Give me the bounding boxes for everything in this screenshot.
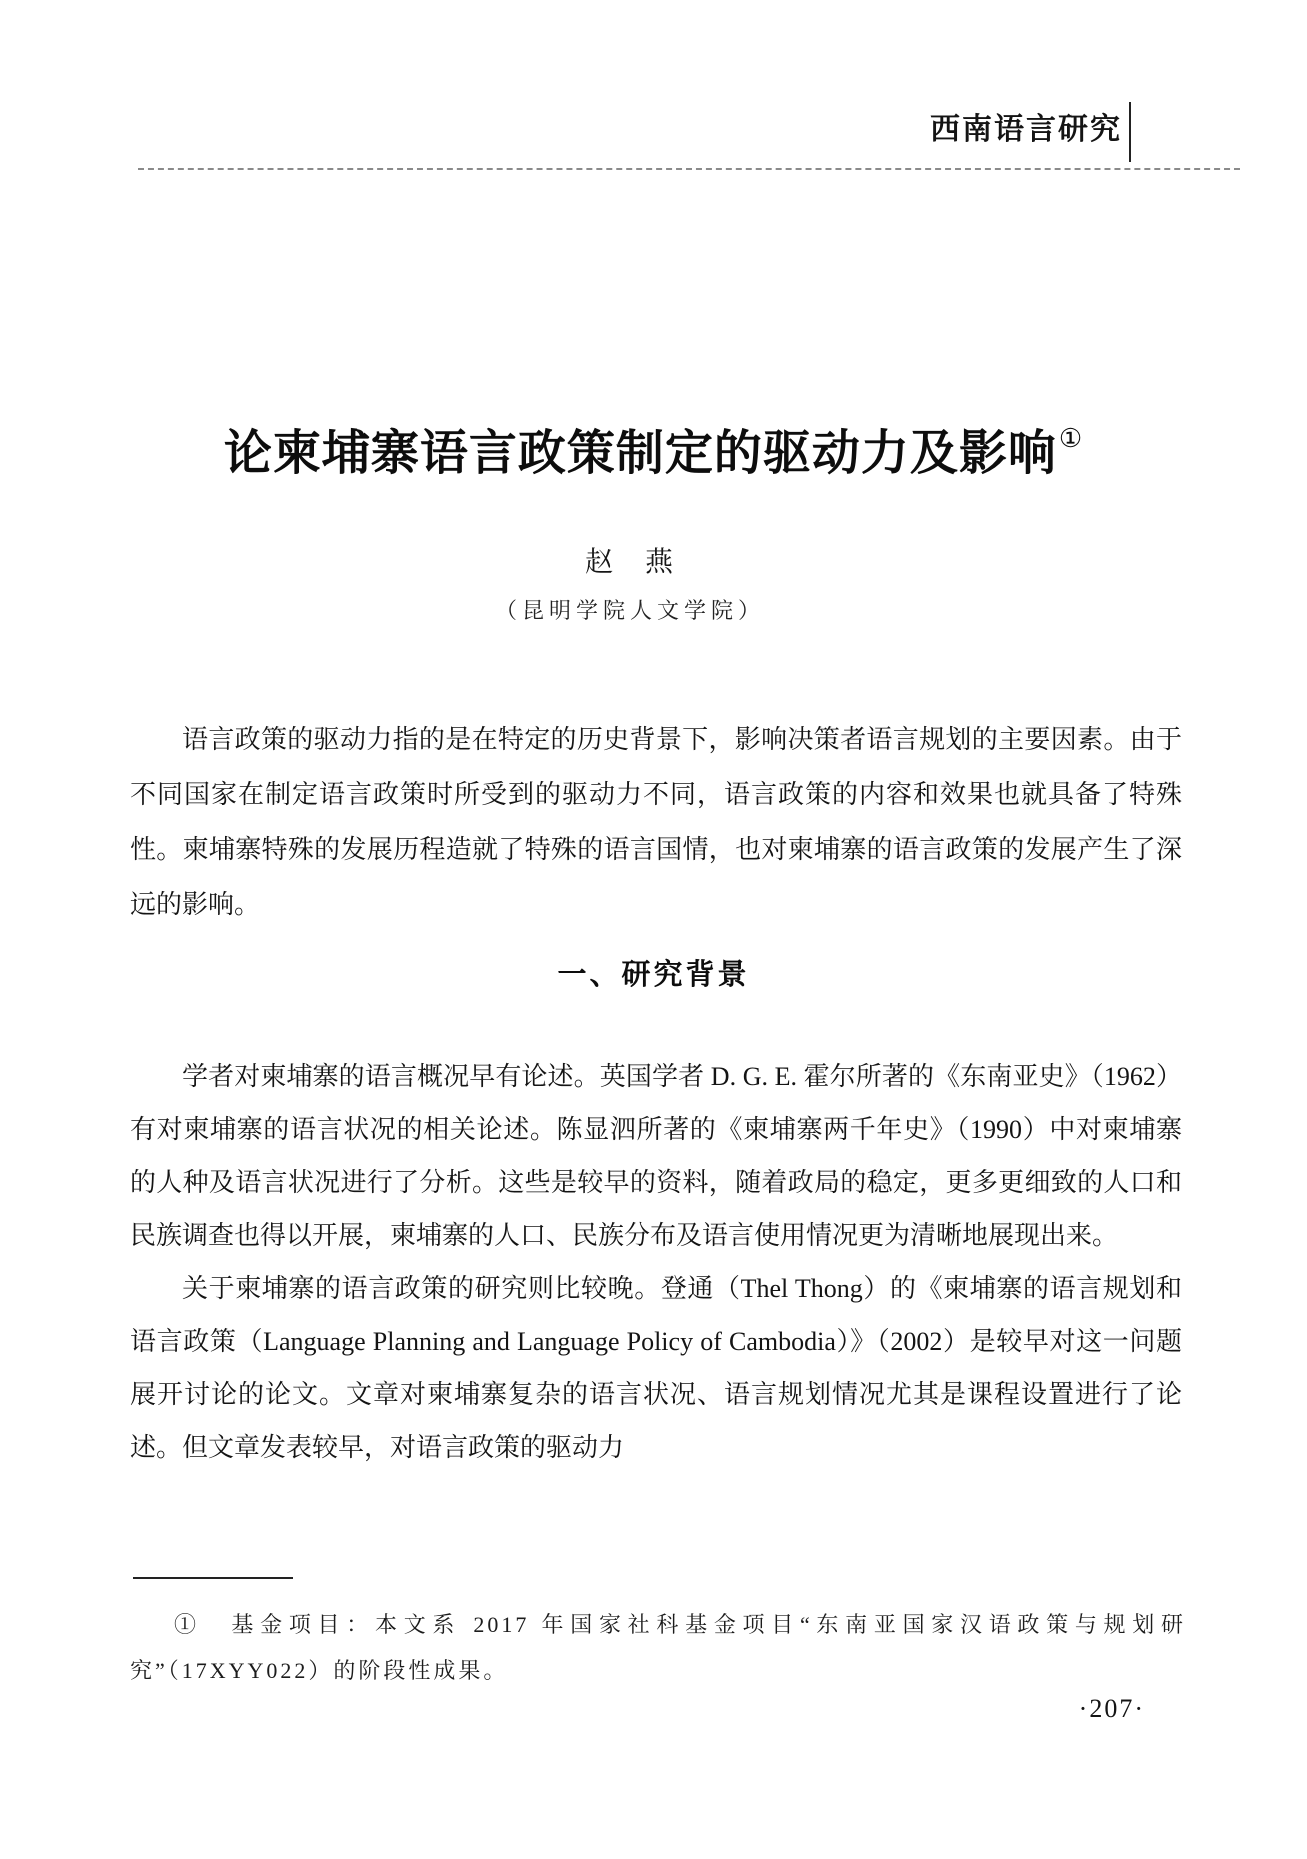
article-title-text: 论柬埔寨语言政策制定的驱动力及影响 (223, 427, 1057, 480)
footnote-divider (133, 1577, 293, 1579)
body-paragraph: 学者对柬埔寨的语言概况早有论述。英国学者 D. G. E. 霍尔所著的《东南亚史》（1962）有对柬埔寨的语言状况的相关论述。陈显泗所著的《柬埔寨两千年史》（1990）中对柬埔寨的人种及语言状况进行了分析。这些是较早的资料，随着政局的稳定，更多更细致的人口和民族调查也得以开展，柬埔寨的人口、民族分布及语言使用情况更为清晰地展现出来。 (130, 1062, 1182, 1250)
title-footnote-marker: ① (1058, 424, 1084, 453)
author-affiliation: （昆明学院人文学院） (494, 598, 765, 623)
page-number: ·207· (1078, 1694, 1145, 1723)
abstract-paragraph: 语言政策的驱动力指的是在特定的历史背景下，影响决策者语言规划的主要因素。由于不同国家在制定语言政策时所受到的驱动力不同，语言政策的内容和效果也就具备了特殊性。柬埔寨特殊的发展历程造就了特殊的语言国情，也对柬埔寨的语言政策的发展产生了深远的影响。 (130, 725, 1182, 919)
article-title (0, 414, 1307, 483)
body-paragraph: 关于柬埔寨的语言政策的研究则比较晚。登通（Thel Thong）的《柬埔寨的语言规划和语言政策（Language Planning and Language Policy of Cambodia）》（2002）是较早对这一问题展开讨论的论文。文章对柬埔寨复杂的语言状况、语言规划情况尤其是课程设置进行了论述。但文章发表较早，对语言政策的驱动力 (130, 1274, 1182, 1462)
author-name: 赵 燕 (584, 547, 675, 578)
header-dashed-divider (138, 168, 1240, 170)
journal-title: 西南语言研究 (930, 113, 1122, 146)
footnote-text: ① 基金项目：本文系 2017 年国家社科基金项目“东南亚国家汉语政策与规划研究”（17XYY022）的阶段性成果。 (130, 1612, 1186, 1683)
body-text (130, 1050, 1182, 1474)
section-heading: 一、研究背景 (557, 959, 750, 991)
header-vertical-divider (1129, 102, 1131, 162)
